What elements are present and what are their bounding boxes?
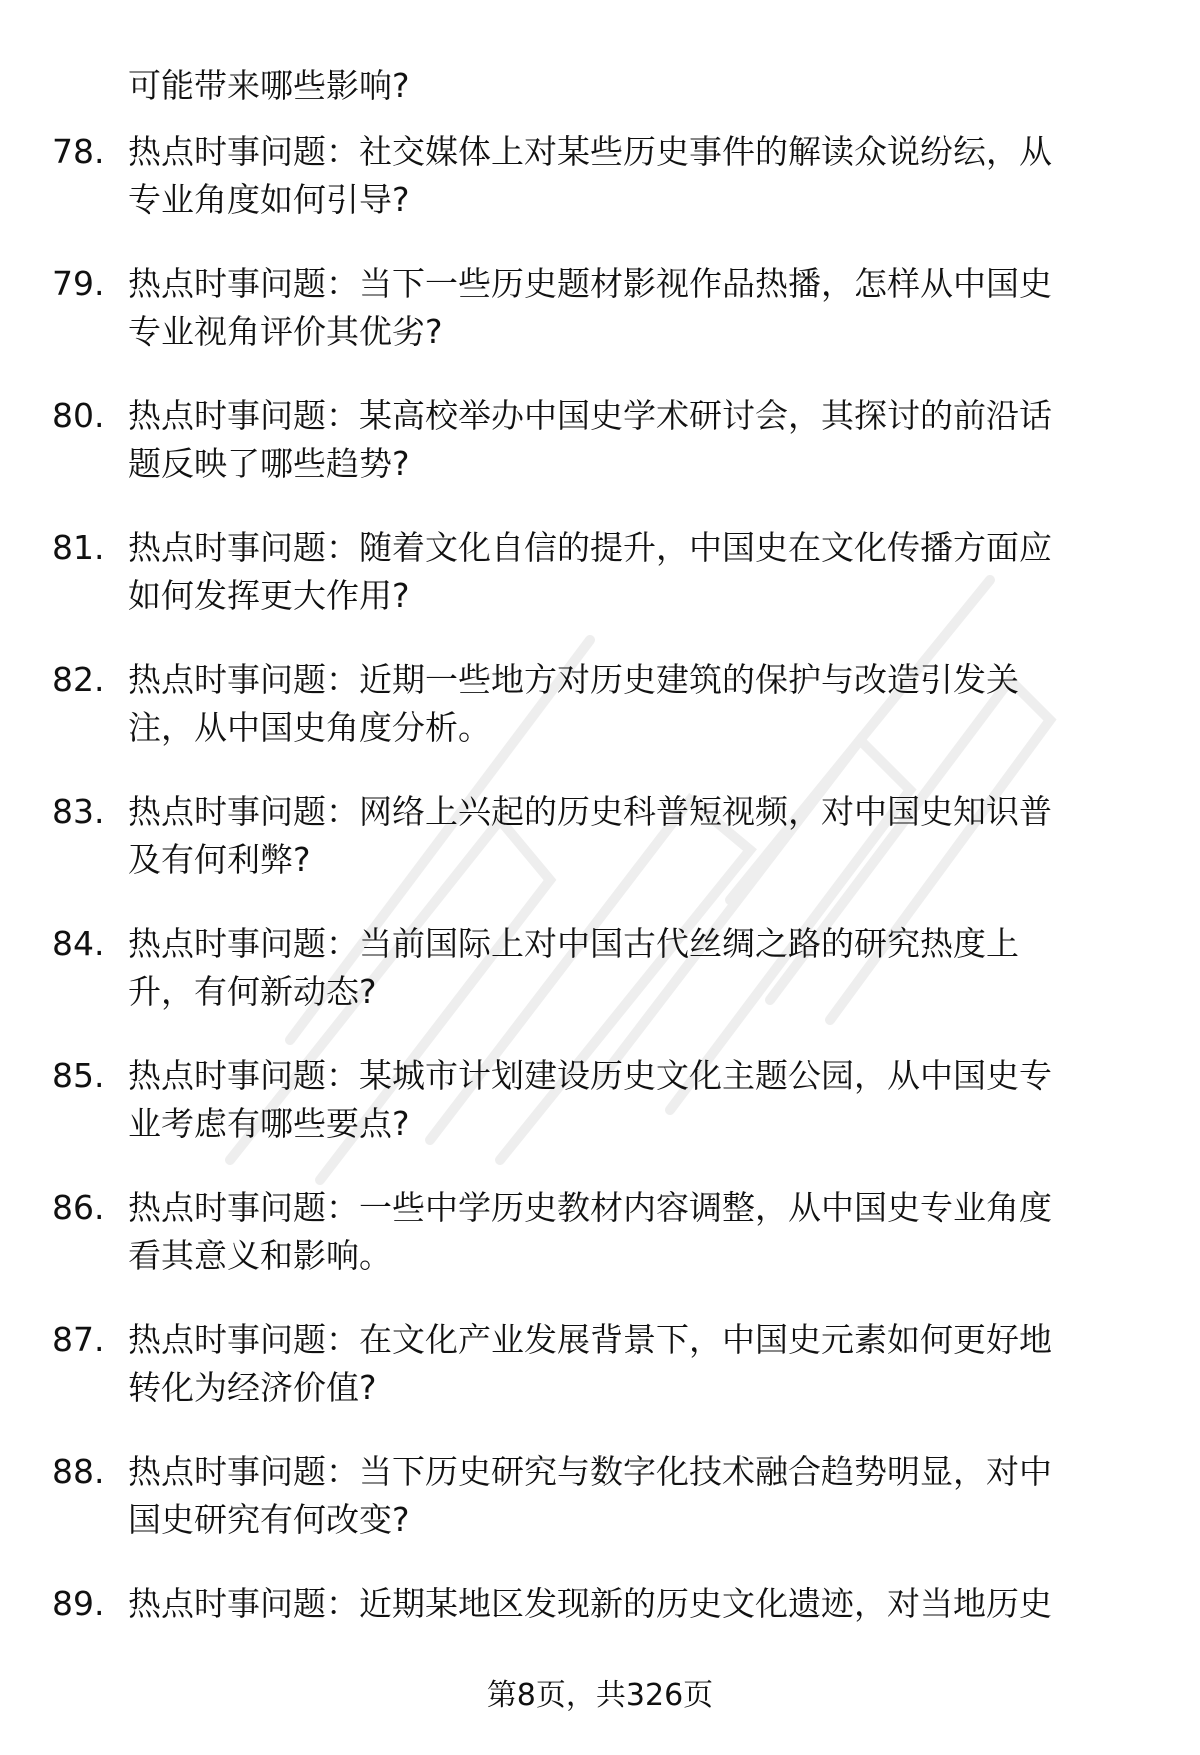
question-line: 热点时事问题：社交媒体上对某些历史事件的解读众说纷纭，从 — [128, 132, 1052, 171]
question-item — [0, 1052, 1200, 1184]
question-line: 热点时事问题：一些中学历史教材内容调整，从中国史专业角度 — [128, 1188, 1052, 1227]
question-number: 86. — [52, 1188, 105, 1227]
question-line: 业考虑有哪些要点? — [128, 1104, 410, 1143]
question-item — [0, 656, 1200, 788]
question-item — [0, 920, 1200, 1052]
question-number: 80. — [52, 396, 105, 435]
question-item — [0, 392, 1200, 524]
question-number: 89. — [52, 1584, 105, 1623]
question-line: 专业角度如何引导? — [128, 180, 410, 219]
question-line: 及有何利弊? — [128, 840, 311, 879]
question-line: 热点时事问题：当下历史研究与数字化技术融合趋势明显，对中 — [128, 1452, 1052, 1491]
question-line: 热点时事问题：在文化产业发展背景下，中国史元素如何更好地 — [128, 1320, 1052, 1359]
question-line: 如何发挥更大作用? — [128, 576, 410, 615]
question-item — [0, 788, 1200, 920]
question-item — [0, 260, 1200, 392]
question-item — [0, 1448, 1200, 1580]
question-number: 88. — [52, 1452, 105, 1491]
question-number: 82. — [52, 660, 105, 699]
question-line: 热点时事问题：随着文化自信的提升，中国史在文化传播方面应 — [128, 528, 1052, 567]
question-line: 热点时事问题：近期某地区发现新的历史文化遗迹，对当地历史 — [128, 1584, 1052, 1623]
question-line: 热点时事问题：当前国际上对中国古代丝绸之路的研究热度上 — [128, 924, 1019, 963]
question-line: 转化为经济价值? — [128, 1368, 377, 1407]
continuation-text: 可能带来哪些影响? — [128, 66, 410, 105]
question-line: 热点时事问题：当下一些历史题材影视作品热播，怎样从中国史 — [128, 264, 1052, 303]
question-number: 87. — [52, 1320, 105, 1359]
question-number: 81. — [52, 528, 105, 567]
question-line: 看其意义和影响。 — [128, 1236, 392, 1275]
question-line: 专业视角评价其优劣? — [128, 312, 443, 351]
question-item — [0, 1184, 1200, 1316]
question-number: 83. — [52, 792, 105, 831]
question-item — [0, 1316, 1200, 1448]
question-item — [0, 524, 1200, 656]
question-number: 78. — [52, 132, 105, 171]
question-line: 热点时事问题：网络上兴起的历史科普短视频，对中国史知识普 — [128, 792, 1052, 831]
question-line: 热点时事问题：近期一些地方对历史建筑的保护与改造引发关 — [128, 660, 1019, 699]
question-number: 85. — [52, 1056, 105, 1095]
question-line: 热点时事问题：某城市计划建设历史文化主题公园，从中国史专 — [128, 1056, 1052, 1095]
question-line: 国史研究有何改变? — [128, 1500, 410, 1539]
question-line: 热点时事问题：某高校举办中国史学术研讨会，其探讨的前沿话 — [128, 396, 1052, 435]
question-line: 题反映了哪些趋势? — [128, 444, 410, 483]
question-item — [0, 128, 1200, 260]
question-line: 注，从中国史角度分析。 — [128, 708, 491, 747]
page-footer: 第8页，共326页 — [486, 1678, 714, 1713]
question-line: 升，有何新动态? — [128, 972, 377, 1011]
question-number: 84. — [52, 924, 105, 963]
question-list — [0, 128, 1200, 1712]
question-number: 79. — [52, 264, 105, 303]
